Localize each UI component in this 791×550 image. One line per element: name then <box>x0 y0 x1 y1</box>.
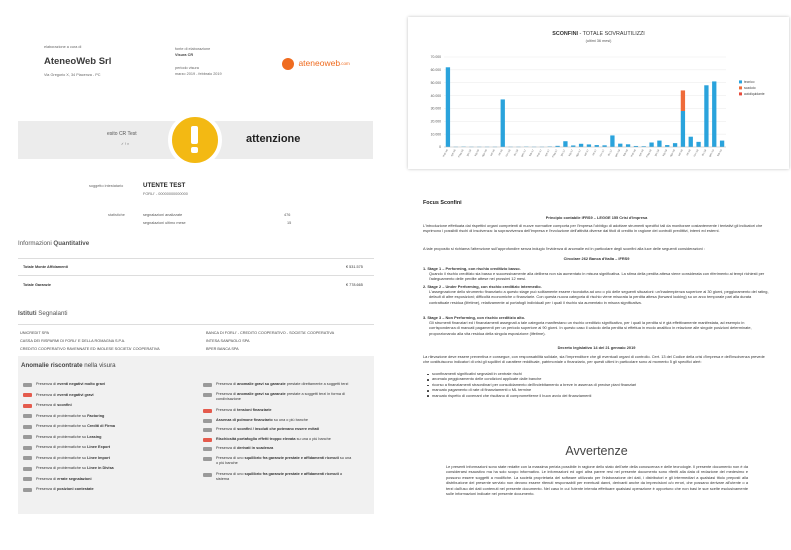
bar-tecnico <box>446 67 450 147</box>
sconfini-chart <box>408 17 789 169</box>
istituti-title: Istituti Segnalanti <box>18 310 68 317</box>
bar-tecnico <box>657 141 661 147</box>
stage2-title: 2. Stage 2 – Under Performing, con rischio creditizio intermedio. <box>423 284 542 289</box>
legend-swatch <box>739 80 742 83</box>
bullet-item: mancato rispetto di covenant che risultano di comprometterne il buon avvio dei finanziamenti <box>432 392 592 398</box>
bar-tecnico <box>579 144 583 147</box>
status-badge <box>203 419 212 423</box>
y-tick-label: 10.000 <box>430 132 441 137</box>
status-badge <box>203 393 212 397</box>
istituto-item: BPER BANCA SPA <box>206 346 239 351</box>
report-page-1 <box>0 0 390 550</box>
x-tick-label: feb-19 <box>716 149 723 157</box>
elaborazione-label: elaborazione a cura di <box>44 45 82 49</box>
anomalia-item: Presenza di posizioni contestate <box>36 487 94 491</box>
status-badge <box>203 447 212 451</box>
istituto-item: BANCA DI FORLI' - CREDITO COOPERATIVO - SOCIETA' COOPERATIVA <box>206 331 335 335</box>
chart-subtitle: (ultimi 36 mesi) <box>585 39 612 43</box>
status-badge <box>23 393 32 397</box>
status-badge <box>23 425 32 429</box>
x-tick-label: mar-16 <box>442 149 449 158</box>
stage1-title: 1. Stage 1 – Performing, con rischio creditizio basso. <box>423 266 521 271</box>
anomalia-item: Presenza di problematiche su Leasing <box>36 434 102 439</box>
legend-swatch <box>739 86 742 89</box>
status-badge <box>23 383 32 387</box>
x-tick-label: feb-18 <box>622 149 629 157</box>
bar-tecnico <box>696 142 700 147</box>
anomalia-item: Presenza di problematiche su Linee in Divisa <box>36 466 114 470</box>
decreto-title: Decreto legislativo 14 del 21 gennaio 2019 <box>557 345 636 350</box>
avvertenze-title: Avvertenze <box>565 444 628 458</box>
stage3-title: 3. Stage 3 – Non Performing, con rischio creditizio alto. <box>423 315 526 320</box>
y-tick-label: 60.000 <box>430 68 441 73</box>
bar-tecnico <box>587 144 591 147</box>
bullet-dot-icon <box>427 379 429 381</box>
bar-tecnico <box>595 145 599 147</box>
esito-marks: ✓ ! × <box>121 142 130 146</box>
status-badge <box>203 428 212 432</box>
exclamation-icon <box>191 126 198 144</box>
bullet-item: sconfinamenti significativi segnalati in centrale rischi <box>432 371 522 376</box>
periodo-value: marzo 2019 - febbraio 2019 <box>175 72 222 76</box>
x-tick-label: nov-17 <box>598 149 606 158</box>
chart-title: SCONFINI - TOTALE SOVRAUTILIZZI <box>552 31 645 37</box>
status-badge <box>23 477 32 481</box>
periodo-label: periodo visura <box>175 66 199 70</box>
x-tick-label: nov-18 <box>692 149 700 158</box>
segnalazioni-analizzate-value: 476 <box>284 213 291 217</box>
x-tick-label: mag-16 <box>457 149 465 159</box>
bar-tecnico <box>689 137 693 147</box>
x-tick-label: mag-18 <box>645 149 653 159</box>
status-badge <box>203 438 212 442</box>
anomalia-item-cont: sistema <box>216 477 230 481</box>
anomalia-item: Presenza di tensioni finanziarie <box>216 408 272 412</box>
ateneoweb-logo <box>282 55 350 73</box>
anomalia-item: Presenza di anomalie gravi su garanzie prestate a soggetti terzi in forma di <box>216 392 345 396</box>
x-tick-label: mag-17 <box>551 149 559 159</box>
company-address: Via Gregorio X, 34 Piacenza - PC <box>44 73 101 77</box>
bar-tecnico <box>610 135 614 147</box>
bullet-dot-icon <box>427 395 429 397</box>
bar-scaduto <box>681 90 685 111</box>
x-tick-label: ott-17 <box>591 149 598 157</box>
bar-tecnico <box>618 144 622 147</box>
x-tick-label: ago-18 <box>669 149 676 158</box>
y-tick-label: 30.000 <box>430 106 441 111</box>
bullet-item: mancato pagamento di rate di finanziamenti o ML termine <box>432 387 532 393</box>
x-tick-label: giu-16 <box>466 149 473 157</box>
anomalia-item: Presenza di derivati in scadenza <box>216 446 274 450</box>
x-tick-label: ott-18 <box>685 149 692 157</box>
x-tick-label: gen-18 <box>614 149 622 158</box>
x-tick-label: apr-18 <box>638 149 645 157</box>
x-tick-label: set-16 <box>489 149 496 157</box>
anomalie-title: Anomalie riscontrate nella visura <box>21 362 116 369</box>
status-badge <box>203 409 212 413</box>
anomalia-item: Presenza di anomalie gravi su garanzie prestate direttamente a soggetti terzi <box>216 382 349 386</box>
status-badge <box>23 435 32 439</box>
anomalia-item: Presenza di problematiche su Linee Export <box>36 445 111 449</box>
x-tick-label: apr-17 <box>544 149 551 157</box>
x-tick-label: apr-16 <box>450 149 457 157</box>
x-tick-label: lug-18 <box>661 149 669 157</box>
x-tick-label: giu-18 <box>654 149 661 157</box>
x-tick-label: dic-18 <box>701 149 708 157</box>
principle-title: Principio contabile IFRS9 – LEGGE 155 Crisi d'Impresa <box>545 215 648 220</box>
status-badge <box>23 467 32 471</box>
x-tick-label: mar-17 <box>536 149 543 158</box>
x-tick-label: nov-16 <box>504 149 512 158</box>
esito-value: attenzione <box>246 133 301 145</box>
x-tick-label: giu-17 <box>560 149 567 157</box>
anomalia-item: Presenza di sconfini / insoluti che potevano essere evitati <box>216 427 319 431</box>
x-tick-label: gen-19 <box>708 149 716 158</box>
status-badge <box>23 446 32 450</box>
x-tick-label: lug-16 <box>473 149 481 157</box>
warning-circle <box>168 113 222 167</box>
totale-garanzie-value: € 778.665 <box>346 283 363 287</box>
stage1-text: Quando il rischio creditizio sia basso e successivamente alla delibera non sia aumentato in misura significativa. La stima della perdita attesa viene considerata con riferimento ai tempi richiesti per l'adeguamento delle perdite attese nei prossimi 12 mesi. <box>429 271 765 282</box>
anomalia-item: Presenza di sconfini <box>36 403 72 407</box>
anomalia-item-cont: condivisazione <box>216 397 241 401</box>
stage3-text: Gli strumenti finanziari ed i finanziamenti assegnati a tale categoria manifestano un rischio creditizio significativo, per i quali la perdita si è già effettivamente manifestata, ad esempio in corrispondenza di mancati pagamenti per un periodo superiore ai 90 giorni. In questo caso il calcolo della perdita si effettua in modo analitico in relazione alle singole posizioni determinate, proporzionando alla vita residua della singola esposizione (lifetime). <box>429 320 752 336</box>
bar-tecnico <box>712 81 716 147</box>
status-badge <box>203 457 212 461</box>
bar-tecnico <box>681 111 685 147</box>
istituto-item: CREDITO COOPERATIVO RAVENNATE ED IMOLESE SOCIETA' COOPERATIVA <box>20 346 160 351</box>
x-tick-label: set-17 <box>583 149 590 157</box>
bullet-item: anomalo peggioramento delle condizioni applicate dalle banche <box>432 376 542 382</box>
anomalia-item: Presenza di uno squilibrio fra garanzie prestate e affidamenti ricevuti a <box>216 472 342 476</box>
x-tick-label: ott-16 <box>497 149 504 157</box>
bar-tecnico <box>602 145 606 147</box>
bar-tecnico <box>501 99 505 147</box>
anomalia-item: Assenza di polmone finanziario su una o più banche <box>216 418 309 422</box>
company-name: AteneoWeb Srl <box>44 56 112 67</box>
fonte-label: fonte di elaborazione <box>175 47 211 51</box>
chart-panel <box>408 17 789 169</box>
soggetto-code: FORLI' - 00000000000000 <box>143 192 188 196</box>
legend-label: autoliquidante <box>744 92 765 96</box>
totale-affidamenti-value: € 531.575 <box>346 265 363 269</box>
x-tick-label: dic-17 <box>607 149 614 157</box>
anomalia-item: Presenza di eventi negativi molto gravi <box>36 382 106 386</box>
focus-title: Focus Sconfini <box>423 200 462 206</box>
x-tick-label: lug-17 <box>567 149 575 157</box>
legend-label: tecnico <box>744 80 755 84</box>
bullet-dot-icon <box>427 374 429 376</box>
segnalazioni-ultimo-label: segnalazioni ultimo mese <box>143 221 186 225</box>
focus-line2: A tale proposito si richiama l'attenzione sull'approfondire senza indugio l'evidenza di anomalie ed in particolare degli sconfini alla luce delle seguenti considerazioni : <box>423 246 705 251</box>
x-tick-label: gen-17 <box>520 149 528 158</box>
legend-label: scaduto <box>744 86 756 90</box>
logo-text: ateneoweb <box>298 57 341 68</box>
totale-affidamenti-label: Totale Monte Affidamenti <box>23 265 68 269</box>
status-badge <box>23 414 32 418</box>
bullet-dot-icon <box>427 385 429 387</box>
status-badge <box>203 473 212 477</box>
bar-tecnico <box>720 141 724 147</box>
anomalia-item: Presenza di eventi negativi gravi <box>36 392 94 397</box>
bullet-item: ricorso a finanziamenti straordinari per consolidamento dell'indebitamento a breve in assenza di precise piani finanziari <box>432 381 637 387</box>
report-page-2 <box>402 0 791 550</box>
y-tick-label: 0 <box>439 145 441 150</box>
x-tick-label: ago-16 <box>481 149 488 158</box>
anomalia-item: Presenza di problematiche su Crediti di Firma <box>36 424 115 428</box>
soggetto-label: soggetto intestatario <box>89 184 124 188</box>
y-tick-label: 50.000 <box>430 80 441 85</box>
info-quantitative-title: Informazioni Quantitative <box>18 240 90 247</box>
fonte-value: Visura CR <box>175 53 194 57</box>
anomalia-item-cont: o più banche <box>216 461 238 465</box>
totale-garanzie-label: Totale Garanzie <box>23 283 51 287</box>
bar-tecnico <box>704 85 708 147</box>
x-tick-label: set-18 <box>677 149 684 157</box>
bar-tecnico <box>673 143 677 147</box>
bar-tecnico <box>665 145 669 147</box>
status-badge <box>23 404 32 408</box>
x-tick-label: feb-17 <box>528 149 535 157</box>
bullet-dot-icon <box>427 390 429 392</box>
anomalia-item: Presenza di errate segnalazioni <box>36 476 92 481</box>
segnalazioni-analizzate-label: segnalazioni analizzate <box>143 213 183 217</box>
x-tick-label: mar-18 <box>630 149 637 158</box>
logo-suffix: .com <box>340 61 350 67</box>
decreto-text: La rilevazione deve essere preventiva e consegue, con responsabilità solidale, sia l'imprenditore che gli eventuali organi di controllo. Cert. 13 del Codice della crisi d'impresa e dell'insolvenza prevede che costituiscono indicatori di crisi gli squilibri di carattere reddituale, patrimoniale o finanziario, per questi ultimi in particolare sono al momento 5 gli specifici alert: <box>423 354 765 365</box>
segnalazioni-ultimo-value: 15 <box>287 221 292 225</box>
legend-swatch <box>739 92 742 95</box>
status-badge <box>203 383 212 387</box>
istituto-item: CASSA DEI RISPARMI DI FORLI' E DELLA ROMAGNA S.P.A. <box>20 338 126 343</box>
status-badge <box>23 488 32 492</box>
bar-tecnico <box>649 143 653 148</box>
anomalia-item: Presenza di problematiche su Factoring <box>36 413 105 418</box>
bar-tecnico <box>626 144 630 147</box>
bar-tecnico <box>563 141 567 147</box>
istituto-item: UNICREDIT SPA <box>20 331 49 335</box>
y-tick-label: 70.000 <box>430 55 441 60</box>
y-tick-label: 20.000 <box>430 119 441 124</box>
soggetto-name: UTENTE TEST <box>143 182 186 189</box>
avvertenze-text: Le presenti informazioni sono state redatte con la massima perizia possibile in ragione dello stato dell'arte della conoscenza e delle tecnologie. Il presente documento non è da considerarsi esaustivo ma ha solo scopo informativo. Le informazioni ed ogni altra parere resi nel presente documento sono riferiti alla data di redazione del medesimo e possono essere soggetti a modifiche. La società proprietaria del software utilizzato per l'elaborazione dei dati, i distributori e gli intermediari a qualsiasi titolo preposti alla distribuzione del presente servizio non devono essere ritenuti responsabili per eventuali danni, derivanti anche da imprecisioni o/o errori, che possano derivare all'utente o a terzi dall'uso dei dati contenuti nel presente documento. Nel caso in cui l'utente intenda effettuare qualsiasi operazione è opportuno che non basi le sue scelte esclusivamente sulle informazioni indicate nel presente documento. <box>446 464 748 497</box>
anomalia-item: Presenza di uno squilibrio fra garanzie prestate e affidamenti ricevuti su una <box>216 456 352 460</box>
logo-mark-icon <box>282 58 294 70</box>
anomalia-item: Rischiosità portafoglio effetti troppo elevata su una o più banche <box>216 437 331 441</box>
anomalia-item: Presenza di problematiche su Linee Import <box>36 455 110 460</box>
x-tick-label: ago-17 <box>575 149 582 158</box>
circolare-title: Circolare 262 Banca d'Italia – IFRS9 <box>563 256 630 261</box>
istituto-item: INTESA SANPAOLO SPA <box>206 338 250 343</box>
stage2-text: L'assegnazione dello strumento finanziario a questo stage può solitamente essere ricondotta ad uno o più delle seguenti situazioni: un'inadempienza superiore ai 30 giorni, peggioramento del rating, default di altre esposizioni; difficoltà economiche o finanziarie. Con questa nuova categoria di rischio viene misurata la perdita attesa (forward looking) su un arco temporale pari alla durata contrattuale residua (lifetime), relativamente ai portafogli individuali per i quali il rischio sia aumentato in misura significativa. <box>429 289 769 305</box>
statistiche-label: statistiche <box>108 213 125 217</box>
status-badge <box>23 456 32 460</box>
esito-label: esito CR Test <box>107 131 137 137</box>
focus-intro: L'introduzione effettuata dai rispettivi organi competenti di nuove normative comporta per l'impresa l'obbligo di adottare strumenti specifici tali da monitorare costantemente i tentativi gli indicatori che esprimono i possibili rischi di insolvenza: la sopravvivenza dell'impresa e l'evoluzione dell'attività diverse dai titoli di credito in ragione dei controlli predittivi, interni ed esterni. <box>423 223 763 234</box>
y-tick-label: 40.000 <box>430 93 441 98</box>
x-tick-label: dic-16 <box>513 149 520 157</box>
